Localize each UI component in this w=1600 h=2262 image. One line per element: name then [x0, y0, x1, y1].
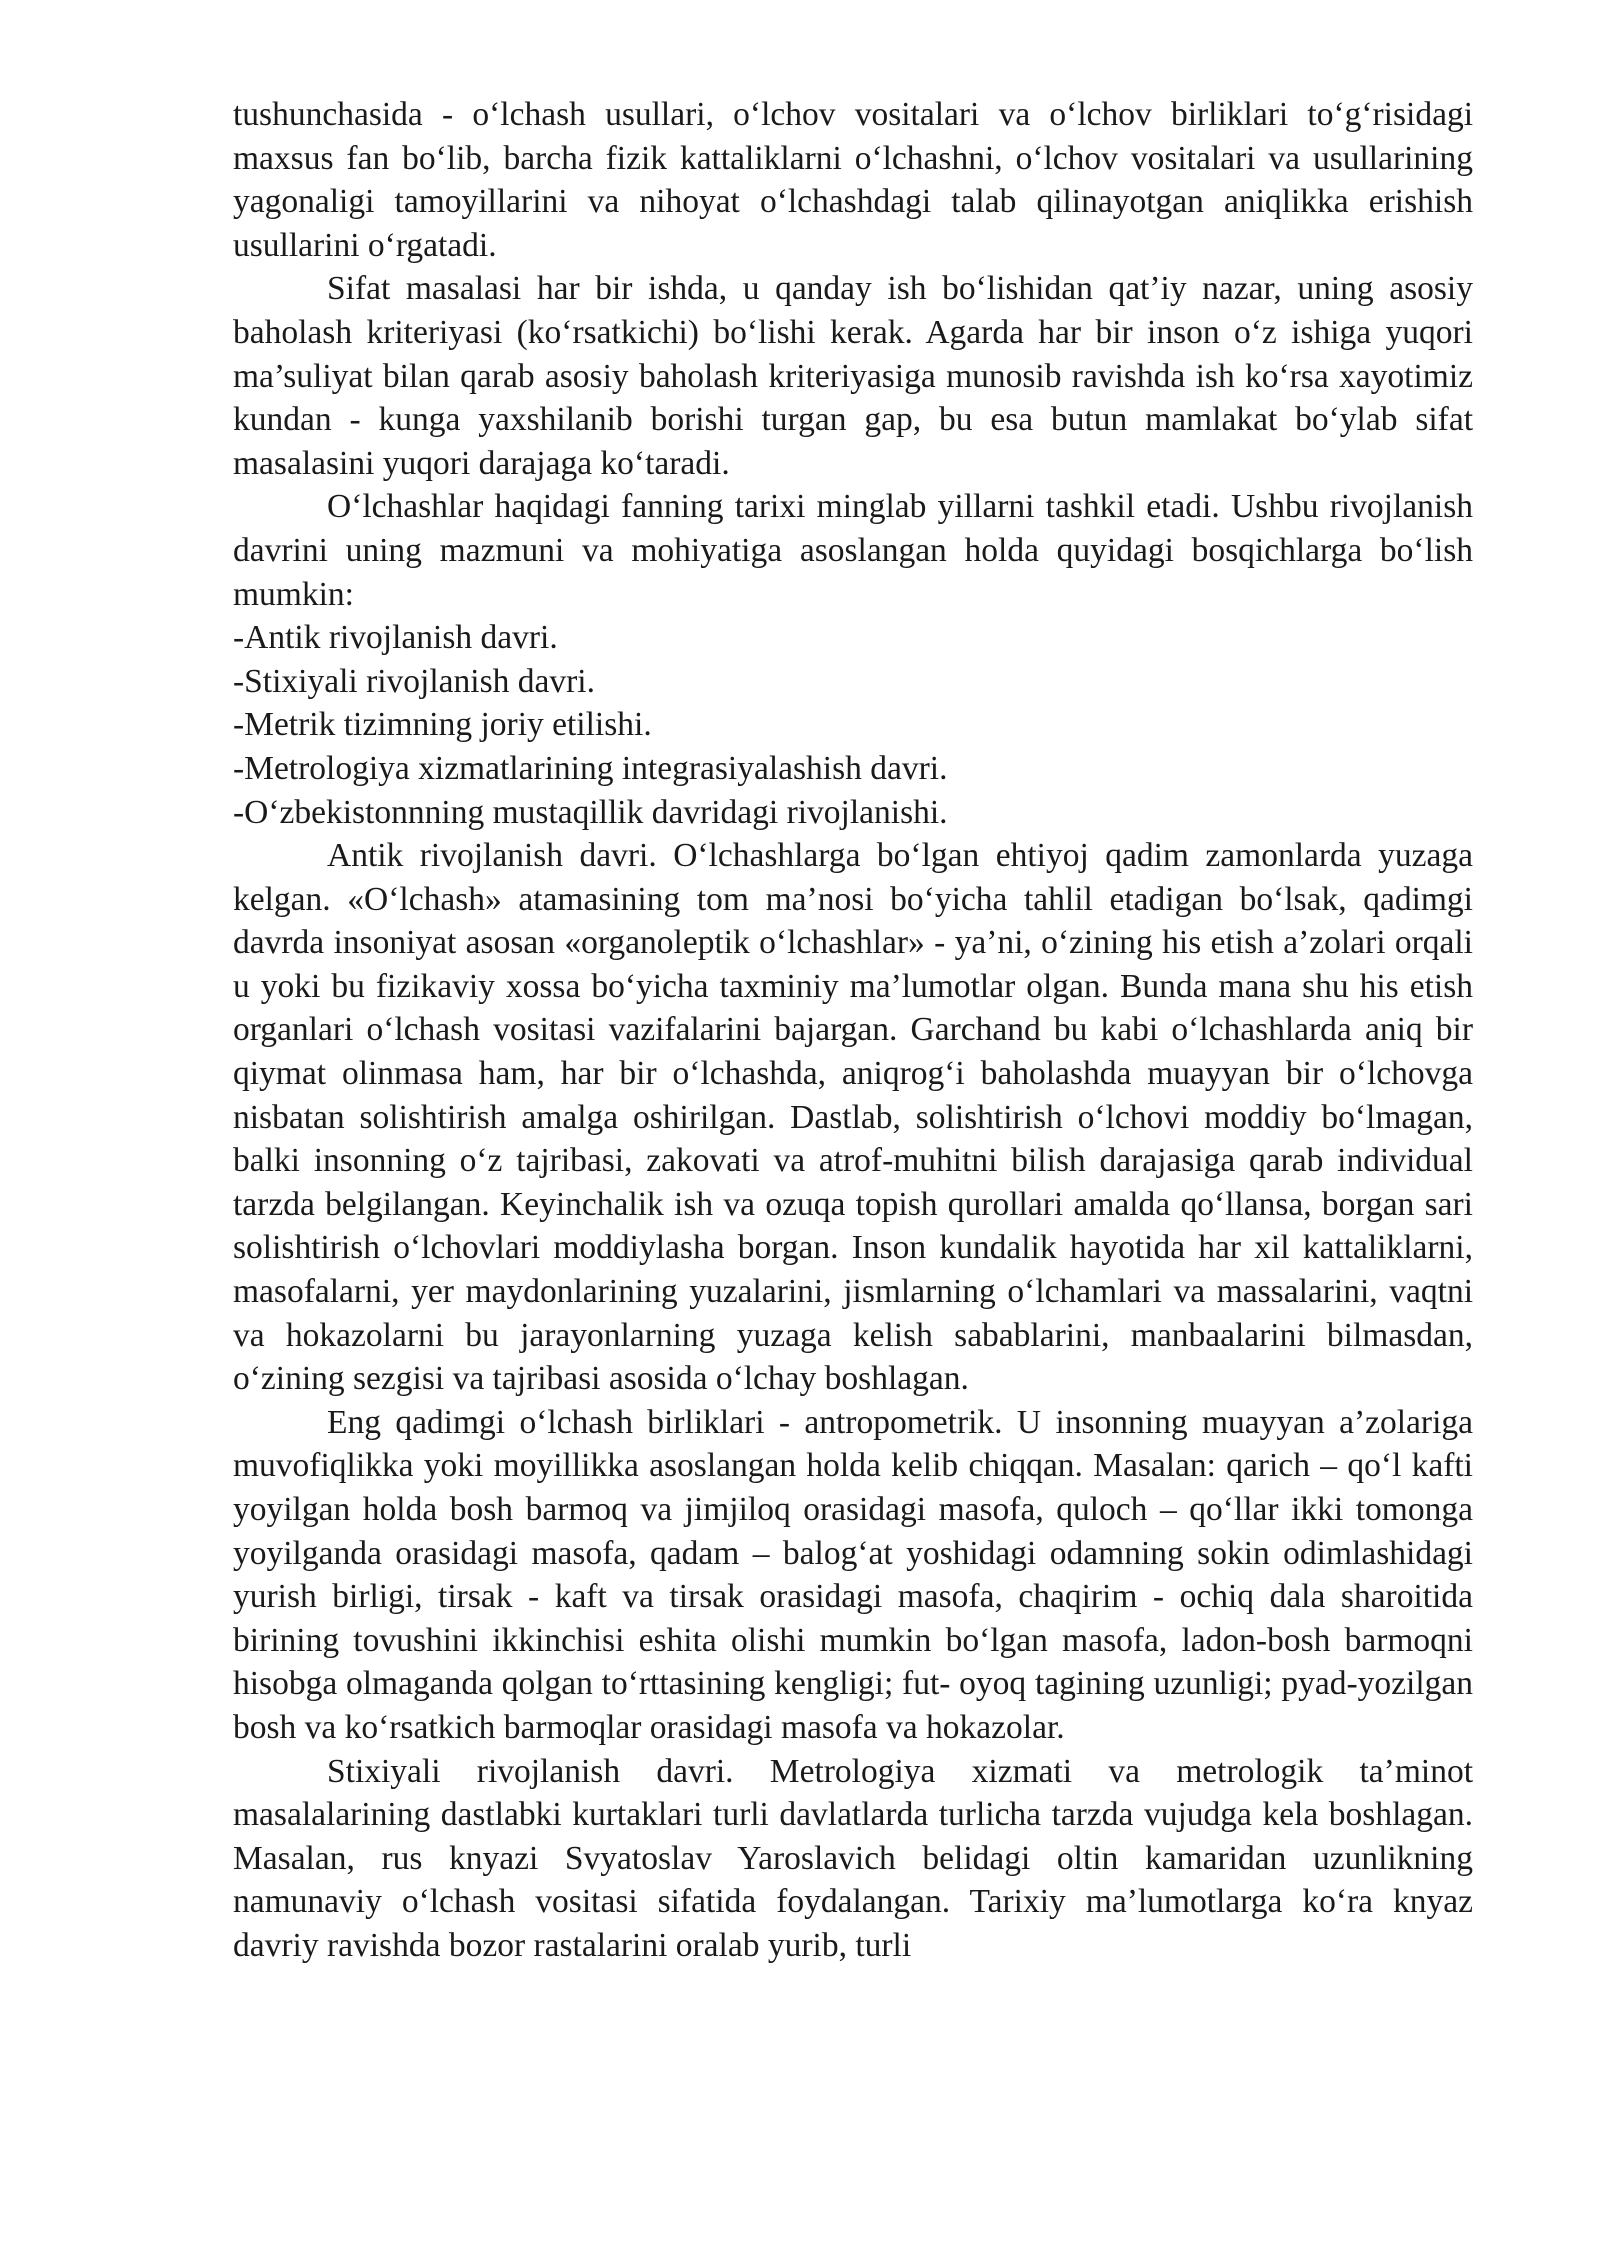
paragraph-spontaneous-period: Stixiyali rivojlanish davri. Metrologiya xizmati va metrologik ta’minot masalalarining dastlabki kurtaklari turli davlatlarda turlicha tarzda vujudga kela boshlagan. Masalan, rus knyazi Svyatoslav Yaroslavich belidagi oltin kamaridan uzunlikning namunaviy o‘lchash vositasi sifatida foydalangan. Tarixiy ma’lumotlarga ko‘ra knyaz davriy ravishda bozor rastalarini oralab yurib, turli	[233, 1752, 1473, 1964]
paragraph-anthropometric-units: Eng qadimgi o‘lchash birliklari - antropometrik. U insonning muayyan a’zolariga muvofiqlikka yoki moyillikka asoslangan holda kelib chiqqan. Masalan: qarich – qo‘l kafti yoyilgan holda bosh barmoq va jimjiloq orasidagi masofa, quloch – qo‘llar ikki tomonga yoyilganda orasidagi masofa, qadam – balog‘at yoshidagi odamning sokin odimlashidagi yurish birligi, tirsak - kaft va tirsak orasidagi masofa, chaqirim - ochiq dala sharoitida birining tovushini ikkinchisi eshita olishi mumkin bo‘lgan masofa, ladon-bosh barmoqni hisobga olmaganda qolgan to‘rttasining kengligi; fut- oyoq tagining uzunligi; pyad-yozilgan bosh va ko‘rsatkich barmoqlar orasidagi masofa va hokazolar.	[233, 1403, 1473, 1746]
paragraph-quality: Sifat masalasi har bir ishda, u qanday ish bo‘lishidan qat’iy nazar, uning asosiy baholash kriteriyasi (ko‘rsatkichi) bo‘lishi kerak. Agarda har bir inson o‘z ishiga yuqori ma’suliyat bilan qarab asosiy baholash kriteriyasiga munosib ravishda ish ko‘rsa xayotimiz kundan - kunga yaxshilanib borishi turgan gap, bu esa butun mamlakat bo‘ylab sifat masalasini yuqori darajaga ko‘taradi.	[233, 270, 1473, 482]
paragraph-history-intro: O‘lchashlar haqidagi fanning tarixi minglab yillarni tashkil etadi. Ushbu rivojlanish davrini uning mazmuni va mohiyatiga asoslangan holda quyidagi bosqichlarga bo‘lish mumkin:	[233, 488, 1473, 613]
list-item: -O‘zbekistonnning mustaqillik davridagi rivojlanishi.	[233, 793, 948, 831]
list-item: -Antik rivojlanish davri.	[233, 619, 558, 657]
period-list	[233, 616, 1473, 834]
list-item: -Metrologiya xizmatlarining integrasiyalashish davri.	[233, 749, 948, 787]
paragraph-antique-period: Antik rivojlanish davri. O‘lchashlarga bo‘lgan ehtiyoj qadim zamonlarda yuzaga kelgan. «O‘lchash» atamasining tom ma’nosi bo‘yicha tahlil etadigan bo‘lsak, qadimgi davrda insoniyat asosan «organoleptik o‘lchashlar» - ya’ni, o‘zining his etish a’zolari orqali u yoki bu fizikaviy xossa bo‘yicha taxminiy ma’lumotlar olgan. Bunda mana shu his etish organlari o‘lchash vositasi vazifalarini bajargan. Garchand bu kabi o‘lchashlarda aniq bir qiymat olinmasa ham, har bir o‘lchashda, aniqrog‘i baholashda muayyan bir o‘lchovga nisbatan solishtirish amalga oshirilgan. Dastlab, solishtirish o‘lchovi moddiy bo‘lmagan, balki insonning o‘z tajribasi, zakovati va atrof-muhitni bilish darajasiga qarab individual tarzda belgilangan. Keyinchalik ish va ozuqa topish qurollari amalda qo‘llansa, borgan sari solishtirish o‘lchovlari moddiylasha borgan. Inson kundalik hayotida har xil kattaliklarni, masofalarni, yer maydonlarining yuzalarini, jismlarning o‘lchamlari va massalarini, vaqtni va hokazolarni bu jarayonlarning yuzaga kelish sabablarini, manbaalarini bilmasdan, o‘zining sezgisi va tajribasi asosida o‘lchay boshlagan.	[233, 837, 1473, 1398]
list-item: -Metrik tizimning joriy etilishi.	[233, 706, 652, 744]
list-item: -Stixiyali rivojlanish davri.	[233, 662, 595, 700]
document-page	[233, 93, 1473, 1968]
paragraph-continuation: tushunchasida - o‘lchash usullari, o‘lchov vositalari va o‘lchov birliklari to‘g‘risidagi maxsus fan bo‘lib, barcha fizik kattaliklarni o‘lchashni, o‘lchov vositalari va usullarining yagonaligi tamoyillarini va nihoyat o‘lchashdagi talab qilinayotgan aniqlikka erishish usullarini o‘rgatadi.	[233, 96, 1473, 264]
